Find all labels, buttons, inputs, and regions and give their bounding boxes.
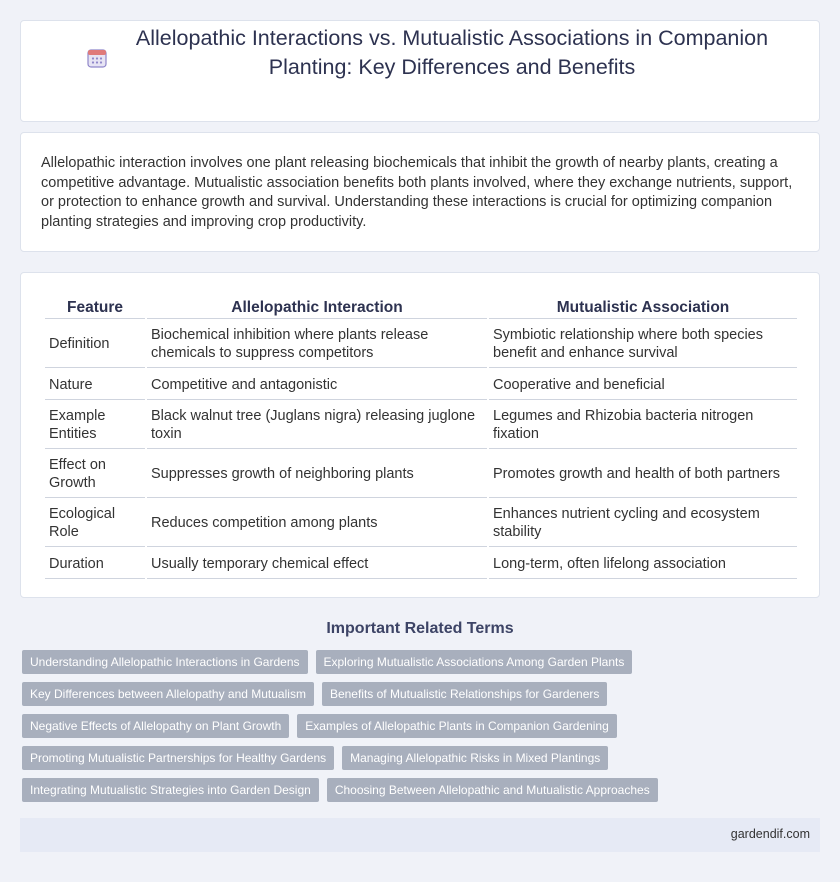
- related-term-tag[interactable]: Understanding Allelopathic Interactions in Gardens: [22, 650, 308, 674]
- table-cell: Competitive and antagonistic: [147, 370, 487, 400]
- table-row: [45, 500, 797, 547]
- table-cell: Enhances nutrient cycling and ecosystem stability: [489, 500, 797, 547]
- related-term-tag[interactable]: Integrating Mutualistic Strategies into Garden Design: [22, 778, 319, 802]
- intro-paragraph: Allelopathic interaction involves one plant releasing biochemicals that inhibit the growth of nearby plants, creating a competitive advantage. Mutualistic association benefits both plants involved, where they exchange nutrients, support, or protection to enhance growth and survival. Understanding these interactions is crucial for optimizing companion planting strategies and improving crop productivity.: [41, 155, 793, 230]
- table-row: [45, 402, 797, 449]
- intro-card: [20, 132, 820, 252]
- footer: [20, 818, 820, 852]
- table-cell: Usually temporary chemical effect: [147, 549, 487, 579]
- related-term-tag[interactable]: Key Differences between Allelopathy and Mutualism: [22, 682, 314, 706]
- table-cell: Cooperative and beneficial: [489, 370, 797, 400]
- table-cell: Definition: [45, 321, 145, 368]
- related-term-tag[interactable]: Managing Allelopathic Risks in Mixed Plantings: [342, 746, 608, 770]
- table-row: [45, 321, 797, 368]
- table-cell: Reduces competition among plants: [147, 500, 487, 547]
- table-cell: Promotes growth and health of both partners: [489, 451, 797, 498]
- table-cell: Biochemical inhibition where plants release chemicals to suppress competitors: [147, 321, 487, 368]
- calendar-icon: [86, 47, 108, 69]
- table-cell: Suppresses growth of neighboring plants: [147, 451, 487, 498]
- table-cell: Long-term, often lifelong association: [489, 549, 797, 579]
- table-cell: Black walnut tree (Juglans nigra) releasing juglone toxin: [147, 402, 487, 449]
- footer-site-name: gardendif.com: [730, 827, 810, 841]
- related-term-tag[interactable]: Choosing Between Allelopathic and Mutualistic Approaches: [327, 778, 658, 802]
- related-term-tag[interactable]: Examples of Allelopathic Plants in Companion Gardening: [297, 714, 617, 738]
- related-terms-list: [22, 650, 822, 810]
- related-term-tag[interactable]: Benefits of Mutualistic Relationships for Gardeners: [322, 682, 607, 706]
- page-title: Allelopathic Interactions vs. Mutualistic Associations in Companion Planting: Key Differences and Benefits: [135, 26, 769, 79]
- related-term-tag[interactable]: Negative Effects of Allelopathy on Plant Growth: [22, 714, 289, 738]
- table-cell: Ecological Role: [45, 500, 145, 547]
- related-term-tag[interactable]: Promoting Mutualistic Partnerships for Healthy Gardens: [22, 746, 334, 770]
- column-header-allelopathic: Allelopathic Interaction: [147, 297, 487, 319]
- comparison-table: [43, 295, 799, 581]
- comparison-table-card: [20, 272, 820, 598]
- related-term-tag[interactable]: Exploring Mutualistic Associations Among Garden Plants: [316, 650, 633, 674]
- table-cell: Effect on Growth: [45, 451, 145, 498]
- table-row: [45, 549, 797, 579]
- column-header-mutualistic: Mutualistic Association: [489, 297, 797, 319]
- table-row: [45, 451, 797, 498]
- table-row: [45, 370, 797, 400]
- table-cell: Symbiotic relationship where both species benefit and enhance survival: [489, 321, 797, 368]
- table-cell: Example Entities: [45, 402, 145, 449]
- column-header-feature: Feature: [45, 297, 145, 319]
- table-cell: Duration: [45, 549, 145, 579]
- table-cell: Nature: [45, 370, 145, 400]
- table-header-row: [45, 297, 797, 319]
- table-cell: Legumes and Rhizobia bacteria nitrogen fixation: [489, 402, 797, 449]
- related-terms-heading: Important Related Terms: [326, 620, 514, 637]
